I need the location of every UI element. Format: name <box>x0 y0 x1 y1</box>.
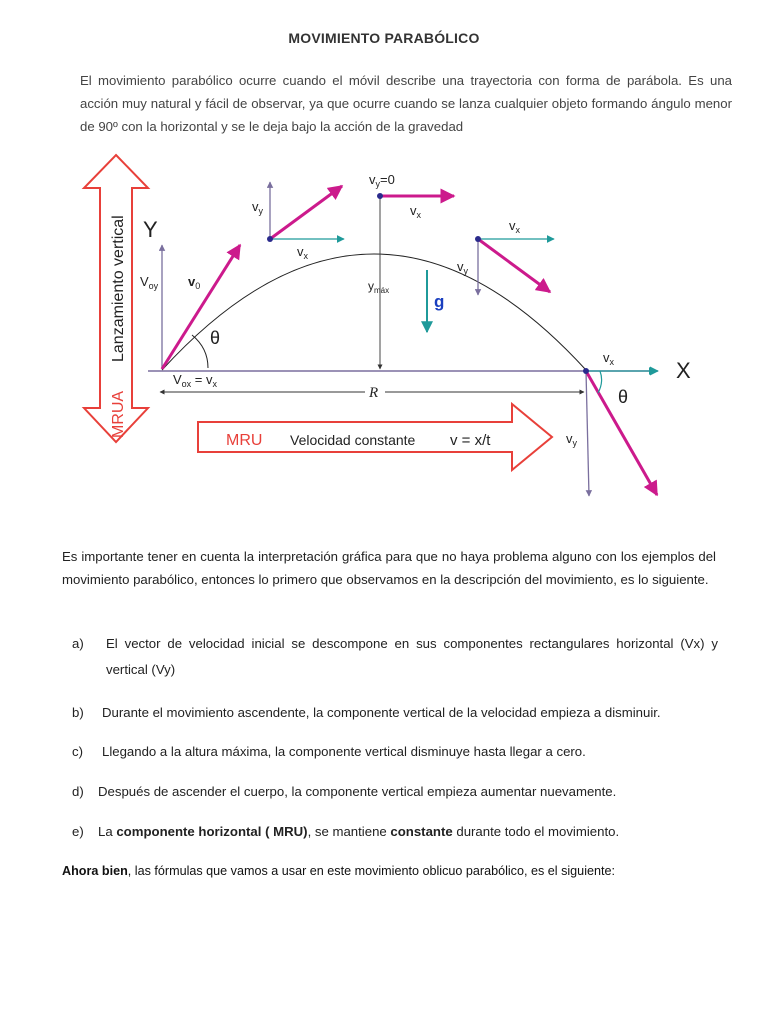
theta-arc-landing <box>598 371 602 393</box>
vox-label: $V_{ox} = v_x$ <box>173 372 218 389</box>
mru-formula: v = x/t <box>450 432 491 449</box>
parabolic-motion-diagram <box>0 140 768 510</box>
theta-arc-origin <box>192 335 208 368</box>
vy-label-landing: $v_y$ <box>566 431 577 448</box>
v0-label: $v_0$ <box>188 274 201 291</box>
mru-label: MRU <box>226 432 263 449</box>
formulas-intro-sentence: Ahora bien, las fórmulas que vamos a usar en este movimiento oblicuo parabólico, es el siguiente: <box>62 864 615 878</box>
vx-label-descending: $v_x$ <box>509 218 520 235</box>
list-item-label: d) <box>72 784 84 799</box>
bold-constante: constante <box>390 824 453 839</box>
list-item-text: Después de ascender el cuerpo, la componente vertical empieza aumentar nuevamente. <box>98 784 617 799</box>
list-item-text: La componente horizontal ( MRU), se mantiene constante durante todo el movimiento. <box>98 824 620 839</box>
list-item-label: e) <box>72 824 84 839</box>
voy-label: $V_{oy}$ <box>140 274 159 291</box>
list-item-text: Durante el movimiento ascendente, la componente vertical de la velocidad empieza a disminuir. <box>102 705 661 720</box>
trajectory-point-top <box>377 193 383 199</box>
list-item-label: c) <box>72 744 83 759</box>
vy-vector-landing <box>586 371 589 496</box>
vx-label-rising: $v_x$ <box>297 244 308 261</box>
vy-label-rising: $v_y$ <box>252 199 263 216</box>
v0-vector <box>162 245 240 369</box>
vertical-arrow-bottom-label: MRUA <box>110 390 127 438</box>
trajectory-point-landing <box>583 368 589 374</box>
y-axis-label: Y <box>143 217 158 242</box>
range-label: R <box>369 385 379 401</box>
theta-label-landing: θ <box>618 387 629 407</box>
list-item-label: a) <box>72 636 84 651</box>
mru-text: Velocidad constante <box>290 432 416 448</box>
ahora-bien-bold: Ahora bien <box>62 864 128 878</box>
bold-component-horizontal: componente horizontal ( MRU) <box>116 824 308 839</box>
g-label: g <box>434 292 445 311</box>
trajectory-point-rising <box>267 236 273 242</box>
list-item-text: El vector de velocidad inicial se descompone en sus componentes rectangulares horizontal (Vx) y vertical (Vy) <box>106 636 718 677</box>
list-item-text: Llegando a la altura máxima, la componente vertical disminuye hasta llegar a cero. <box>102 744 586 759</box>
interpretation-paragraph: Es importante tener en cuenta la interpretación gráfica para que no haya problema alguno con los ejemplos del movimiento parabólico, entonces lo primero que observamos en la descripción del movimiento, es lo siguiente. <box>62 549 716 587</box>
vy-label-descending: $v_y$ <box>457 259 468 276</box>
v-vector-rising <box>270 186 342 239</box>
page-title: MOVIMIENTO PARABÓLICO <box>288 30 480 46</box>
vy-zero-label: $v_y=0$ <box>369 172 395 189</box>
x-axis-label: X <box>676 358 691 383</box>
vx-label-landing: $v_x$ <box>603 350 614 367</box>
vx-label-top: $v_x$ <box>410 203 421 220</box>
vertical-arrow-top-label: Lanzamiento vertical <box>110 215 127 362</box>
v-vector-descending <box>478 239 550 292</box>
trajectory-point-descending <box>475 236 481 242</box>
theta-label-origin: θ <box>210 328 221 348</box>
intro-paragraph: El movimiento parabólico ocurre cuando el móvil describe una trayectoria con forma de parábola. Es una acción muy natural y fácil de observar, ya que ocurre cuando se lanza cualquier objeto formando ángulo menor de 90º con la horizontal y se le deja bajo la acción de la gravedad <box>80 73 732 134</box>
ymax-label: $y_{máx}$ <box>368 279 390 295</box>
list-item-label: b) <box>72 705 84 720</box>
